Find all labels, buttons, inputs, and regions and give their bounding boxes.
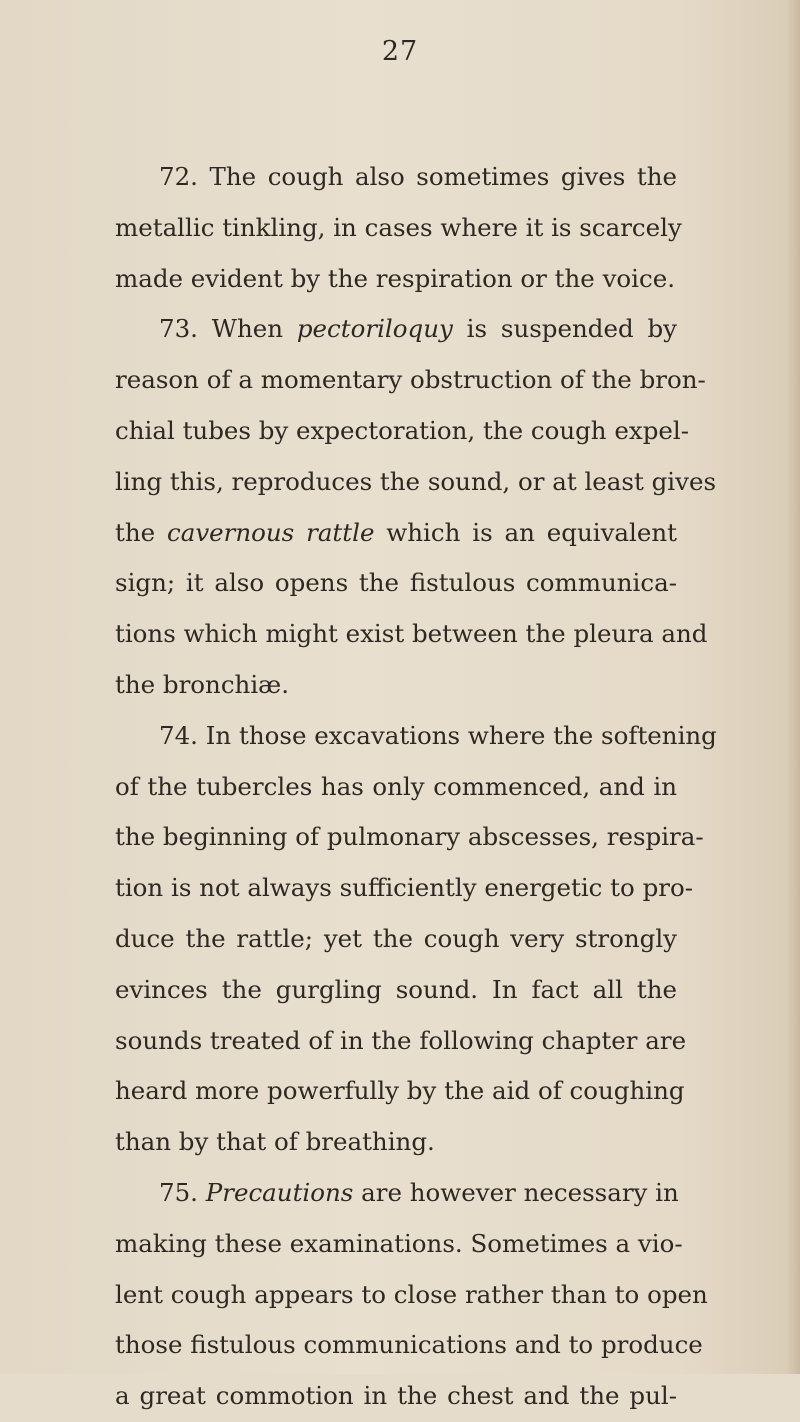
page-number: 27 bbox=[381, 36, 419, 67]
text-line bbox=[115, 304, 677, 355]
italic-term: Precautions bbox=[205, 1177, 354, 1207]
text-line: than by that of breathing. bbox=[115, 1127, 435, 1157]
text-line: heard more powerfully by the aid of coughing bbox=[115, 1076, 685, 1106]
text-run: 75. bbox=[159, 1177, 206, 1207]
text-run: are however necessary in bbox=[353, 1177, 679, 1207]
italic-term: pectoriloquy bbox=[296, 314, 453, 344]
text-line: of the tubercles has only commenced, and in bbox=[115, 771, 677, 801]
text-line: 72. The cough also sometimes gives the bbox=[159, 162, 677, 191]
text-line: duce the rattle; yet the cough very strongly bbox=[115, 923, 677, 953]
text-run: 73. When bbox=[159, 314, 297, 344]
text-line: evinces the gurgling sound. In fact all the bbox=[115, 974, 677, 1004]
text-line: sign; it also opens the fistulous communica- bbox=[115, 568, 677, 598]
text-line: lent cough appears to close rather than to open bbox=[115, 1279, 708, 1309]
paragraph-73 bbox=[115, 304, 717, 710]
text-line: chial tubes by expectoration, the cough expel- bbox=[115, 415, 689, 445]
body-text bbox=[115, 152, 717, 1422]
text-line: those fistulous communications and to produce bbox=[115, 1330, 703, 1360]
text-line bbox=[115, 508, 677, 559]
text-line: ling this, reproduces the sound, or at least gives bbox=[115, 466, 717, 496]
text-run: the bbox=[115, 517, 167, 547]
text-line: a great commotion in the chest and the pul- bbox=[115, 1381, 677, 1411]
text-line: tions which might exist between the pleura and bbox=[115, 619, 708, 649]
paragraph-75 bbox=[115, 1168, 708, 1422]
text-run: is suspended by bbox=[452, 314, 677, 344]
text-line: reason of a momentary obstruction of the bron- bbox=[115, 365, 706, 395]
page-edge-shadow bbox=[786, 0, 800, 1374]
paragraph-74 bbox=[115, 711, 717, 1168]
text-line: sounds treated of in the following chapter are bbox=[115, 1025, 687, 1055]
text-line bbox=[115, 1168, 677, 1219]
text-run: which is an equivalent bbox=[374, 517, 677, 547]
text-line: 74. In those excavations where the softening bbox=[159, 720, 717, 750]
text-line: metallic tinkling, in cases where it is scarcely bbox=[115, 212, 682, 242]
text-line: making these examinations. Sometimes a vio- bbox=[115, 1228, 683, 1258]
text-line: the beginning of pulmonary abscesses, respira- bbox=[115, 822, 704, 852]
text-line: tion is not always sufficiently energetic to pro- bbox=[115, 873, 693, 903]
italic-term: cavernous rattle bbox=[166, 517, 375, 547]
paragraph-72 bbox=[115, 152, 682, 304]
text-line: made evident by the respiration or the voice. bbox=[115, 263, 676, 293]
text-line: the bronchiæ. bbox=[115, 669, 289, 699]
